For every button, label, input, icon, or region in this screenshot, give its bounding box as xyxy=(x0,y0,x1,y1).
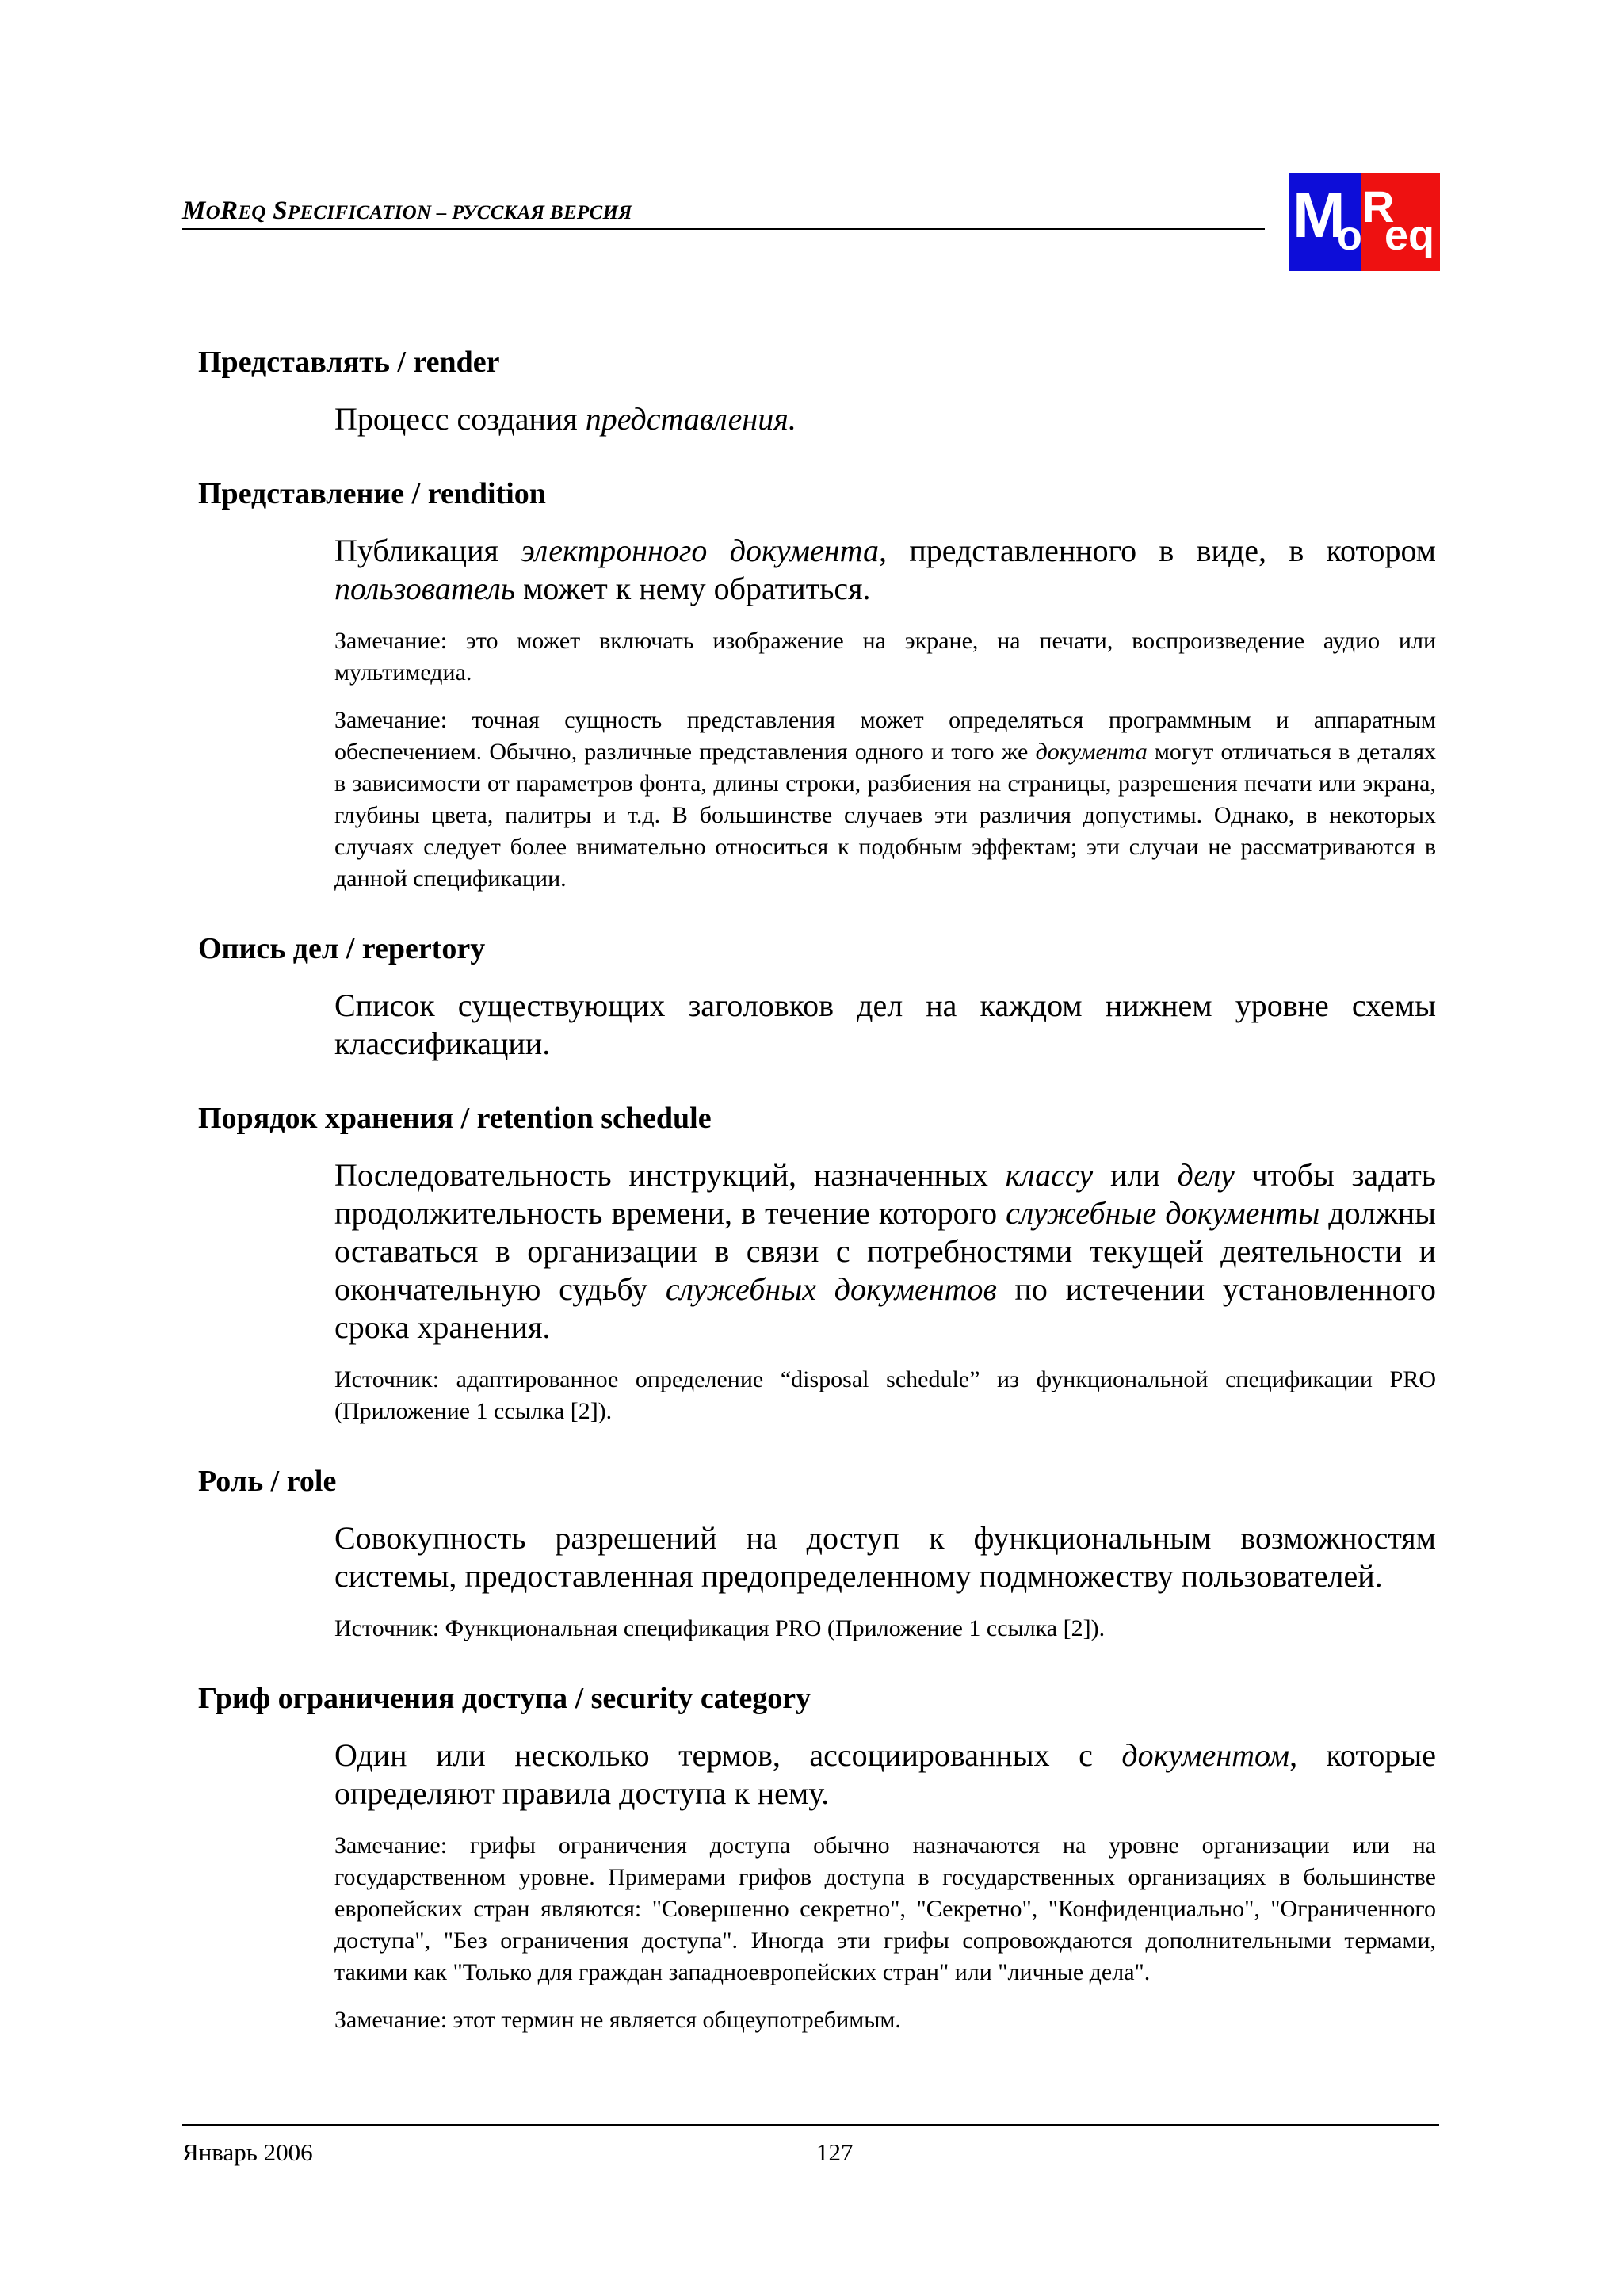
text-run: чтобы задать продолжительность времени, в течение которого xyxy=(334,1157,1436,1231)
italic-term: электронного документа xyxy=(521,533,879,568)
italic-term: служебных документов xyxy=(665,1271,997,1307)
italic-term: пользователь xyxy=(334,571,516,606)
italic-term: классу xyxy=(1005,1157,1094,1193)
text-run: Источник: адаптированное определение “disposal schedule” из функциональной спецификации PRO (Приложение 1 ссылка [2]). xyxy=(334,1366,1436,1424)
text-run: Последовательность инструкций, назначенных xyxy=(334,1157,1006,1193)
term-definition xyxy=(334,400,1436,438)
term-definition xyxy=(334,532,1436,608)
italic-term: документом xyxy=(1121,1737,1290,1773)
text-run: , которые определяют правила доступа к нему. xyxy=(334,1737,1436,1811)
text-run: Замечание: этот термин не является общеупотребимым. xyxy=(334,2007,901,2033)
text-run: Замечание: точная сущность представления может определяться программным и аппаратным обеспечением. Обычно, различные представления одного и того же xyxy=(334,707,1436,765)
text-run: Замечание: это может включать изображение на экране, на печати, воспроизведение аудио или мультимедиа. xyxy=(334,628,1436,686)
term-note xyxy=(334,1613,1436,1645)
term-note xyxy=(334,1364,1436,1427)
italic-term: представления. xyxy=(585,401,796,437)
term-note xyxy=(334,625,1436,689)
text-run: Список существующих заголовков дел на каждом нижнем уровне схемы классификации. xyxy=(334,988,1436,1061)
glossary-term: Представление / rendition xyxy=(198,477,546,510)
text-run: или xyxy=(1093,1157,1178,1193)
text-run: по истечении установленного срока хранения. xyxy=(334,1271,1437,1345)
term-note xyxy=(334,705,1436,895)
term-definition xyxy=(334,1519,1436,1595)
italic-term: служебные документы xyxy=(1006,1195,1320,1231)
text-run: может к нему обратиться. xyxy=(515,571,871,606)
moreq-logo: M o R eq xyxy=(1289,173,1440,271)
term-definition xyxy=(334,1156,1436,1347)
italic-term: документа xyxy=(1035,739,1148,765)
term-definition xyxy=(334,1736,1436,1813)
italic-term: делу xyxy=(1177,1157,1235,1193)
text-run: , представленного в виде, в котором xyxy=(878,533,1436,568)
glossary-term: Опись дел / repertory xyxy=(198,932,486,965)
running-header: MOREQ SPECIFICATION – РУССКАЯ ВЕРСИЯ xyxy=(182,197,1265,230)
term-note xyxy=(334,1830,1436,1988)
glossary-term: Представлять / render xyxy=(198,346,500,379)
text-run: Публикация xyxy=(334,533,521,568)
text-run: Совокупность разрешений на доступ к функциональным возможностям системы, предоставленная предопределенному подмножеству пользователей. xyxy=(334,1520,1436,1594)
glossary-term: Роль / role xyxy=(198,1465,337,1498)
glossary-term: Гриф ограничения доступа / security category xyxy=(198,1682,812,1715)
term-definition xyxy=(334,987,1436,1063)
glossary-term: Порядок хранения / retention schedule xyxy=(198,1102,712,1135)
text-run: Замечание: грифы ограничения доступа обычно назначаются на уровне организации или на государственном уровне. Примерами грифов доступа в государственных организациях в большинстве европейских стран являются: "Совершенно секретно", "Секретно", "Конфиденциально", "Ограниченного доступа", "Без ограничения доступа". Иногда эти грифы сопровождаются дополнительными термами, такими как "Только для граждан западноевропейских стран" или "личные дела". xyxy=(334,1832,1436,1985)
page-number: 127 xyxy=(816,2138,854,2166)
text-run: Источник: Функциональная спецификация PRO (Приложение 1 ссылка [2]). xyxy=(334,1615,1106,1641)
glossary-body xyxy=(198,345,1436,2073)
page-footer xyxy=(182,2124,1439,2167)
footer-date: Январь 2006 xyxy=(182,2138,313,2166)
text-run: должны оставаться в организации в связи с потребностями текущей деятельности и окончательную судьбу xyxy=(334,1195,1436,1307)
text-run: Процесс создания xyxy=(334,401,586,437)
text-run: могут отличаться в деталях в зависимости от параметров фонта, длины строки, разбиения на страницы, разрешения печати или экрана, глубины цвета, палитры и т.д. В большинстве случаев эти различия допустимы. Однако, в некоторых случаях следует более внимательно относиться к подобным эффектам; эти случаи не рассматриваются в данной спецификации. xyxy=(334,739,1437,892)
term-note xyxy=(334,2004,1436,2036)
text-run: Один или несколько термов, ассоциированных с xyxy=(334,1737,1122,1773)
